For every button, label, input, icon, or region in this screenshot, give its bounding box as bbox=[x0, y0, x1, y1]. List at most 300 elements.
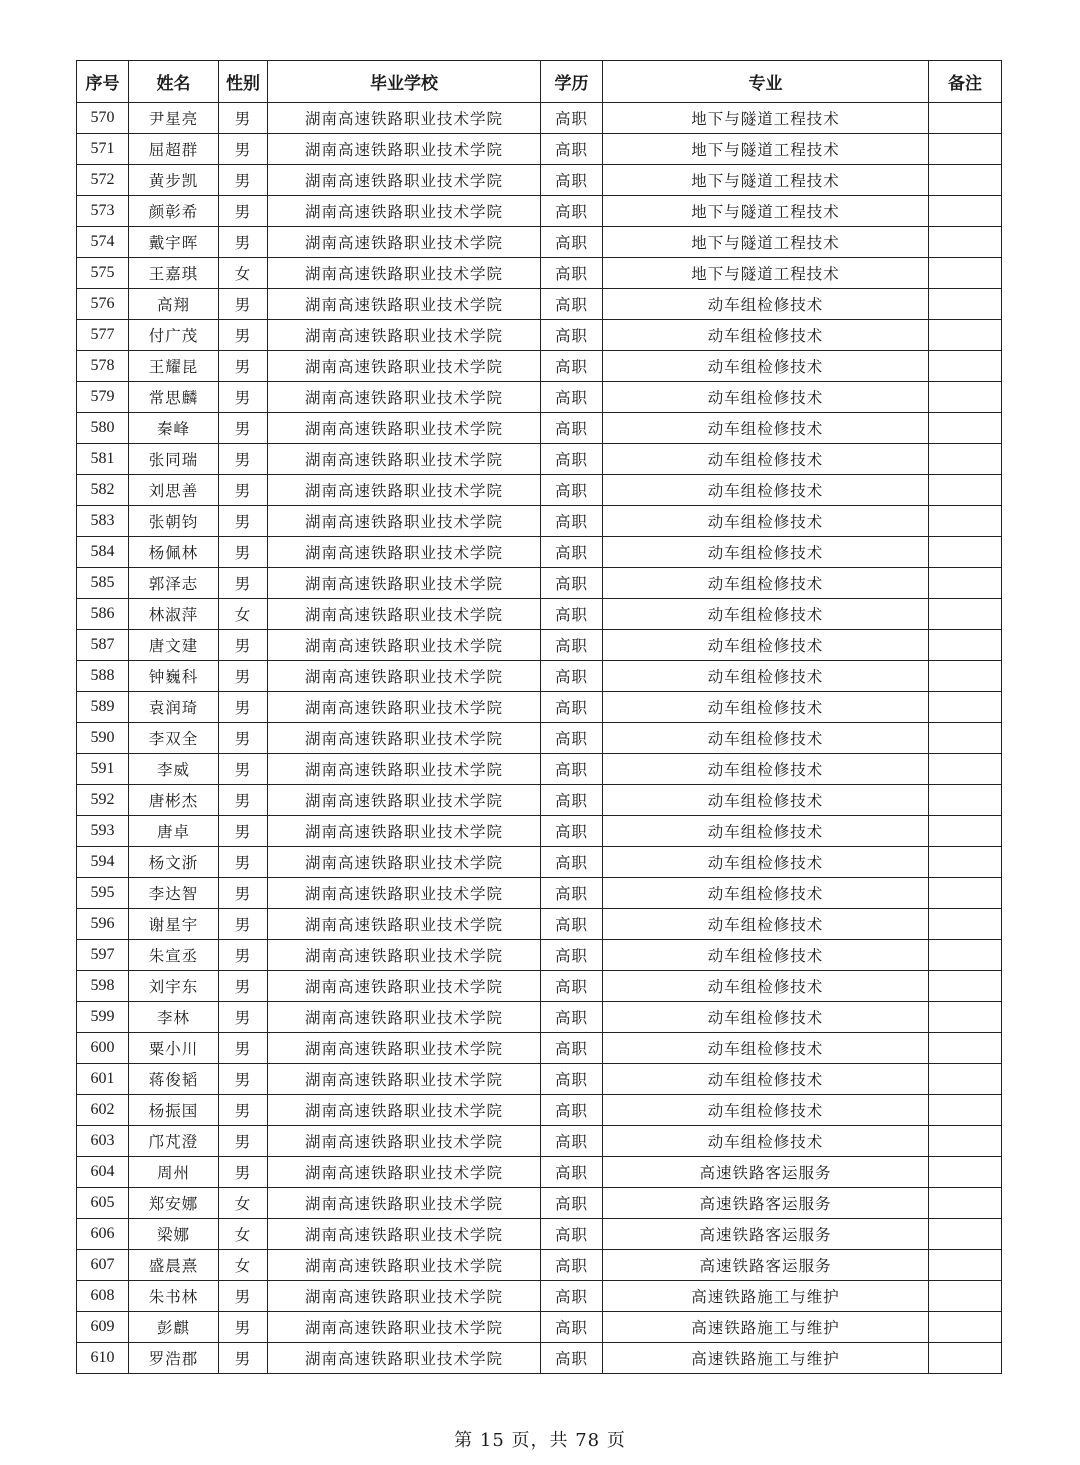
cell-gender: 男 bbox=[219, 506, 268, 537]
table-row bbox=[77, 1281, 1002, 1312]
cell-name: 钟巍科 bbox=[129, 661, 219, 692]
cell-major: 动车组检修技术 bbox=[603, 971, 929, 1002]
cell-school: 湖南高速铁路职业技术学院 bbox=[268, 599, 541, 630]
cell-education: 高职 bbox=[541, 258, 603, 289]
cell-seq-no: 607 bbox=[77, 1250, 129, 1281]
header-row bbox=[77, 61, 1002, 103]
table-row bbox=[77, 630, 1002, 661]
cell-remarks bbox=[929, 816, 1002, 847]
cell-remarks bbox=[929, 196, 1002, 227]
table-row bbox=[77, 847, 1002, 878]
cell-name: 常思麟 bbox=[129, 382, 219, 413]
cell-education: 高职 bbox=[541, 1064, 603, 1095]
cell-education: 高职 bbox=[541, 1033, 603, 1064]
cell-remarks bbox=[929, 413, 1002, 444]
cell-school: 湖南高速铁路职业技术学院 bbox=[268, 537, 541, 568]
table-row bbox=[77, 165, 1002, 196]
cell-seq-no: 603 bbox=[77, 1126, 129, 1157]
cell-remarks bbox=[929, 1064, 1002, 1095]
cell-school: 湖南高速铁路职业技术学院 bbox=[268, 1157, 541, 1188]
cell-major: 动车组检修技术 bbox=[603, 537, 929, 568]
cell-seq-no: 590 bbox=[77, 723, 129, 754]
cell-seq-no: 602 bbox=[77, 1095, 129, 1126]
cell-gender: 男 bbox=[219, 165, 268, 196]
cell-education: 高职 bbox=[541, 568, 603, 599]
cell-education: 高职 bbox=[541, 444, 603, 475]
cell-remarks bbox=[929, 289, 1002, 320]
cell-remarks bbox=[929, 382, 1002, 413]
cell-school: 湖南高速铁路职业技术学院 bbox=[268, 1033, 541, 1064]
cell-education: 高职 bbox=[541, 754, 603, 785]
cell-seq-no: 597 bbox=[77, 940, 129, 971]
cell-school: 湖南高速铁路职业技术学院 bbox=[268, 1219, 541, 1250]
cell-gender: 男 bbox=[219, 382, 268, 413]
cell-name: 朱宣丞 bbox=[129, 940, 219, 971]
cell-name: 戴宇晖 bbox=[129, 227, 219, 258]
cell-gender: 男 bbox=[219, 289, 268, 320]
cell-school: 湖南高速铁路职业技术学院 bbox=[268, 816, 541, 847]
cell-major: 地下与隧道工程技术 bbox=[603, 196, 929, 227]
cell-remarks bbox=[929, 103, 1002, 134]
cell-name: 周州 bbox=[129, 1157, 219, 1188]
table-row bbox=[77, 1157, 1002, 1188]
cell-remarks bbox=[929, 847, 1002, 878]
cell-remarks bbox=[929, 1095, 1002, 1126]
cell-school: 湖南高速铁路职业技术学院 bbox=[268, 165, 541, 196]
cell-major: 动车组检修技术 bbox=[603, 444, 929, 475]
cell-major: 高速铁路施工与维护 bbox=[603, 1343, 929, 1374]
cell-seq-no: 599 bbox=[77, 1002, 129, 1033]
table-row bbox=[77, 1126, 1002, 1157]
table-row bbox=[77, 1095, 1002, 1126]
cell-name: 邝芃澄 bbox=[129, 1126, 219, 1157]
cell-education: 高职 bbox=[541, 1312, 603, 1343]
cell-school: 湖南高速铁路职业技术学院 bbox=[268, 568, 541, 599]
table-row bbox=[77, 444, 1002, 475]
header-major: 专业 bbox=[603, 61, 929, 103]
cell-school: 湖南高速铁路职业技术学院 bbox=[268, 661, 541, 692]
cell-major: 动车组检修技术 bbox=[603, 413, 929, 444]
cell-education: 高职 bbox=[541, 878, 603, 909]
cell-gender: 男 bbox=[219, 444, 268, 475]
cell-major: 动车组检修技术 bbox=[603, 1002, 929, 1033]
cell-school: 湖南高速铁路职业技术学院 bbox=[268, 1188, 541, 1219]
table-row bbox=[77, 382, 1002, 413]
cell-education: 高职 bbox=[541, 692, 603, 723]
cell-school: 湖南高速铁路职业技术学院 bbox=[268, 382, 541, 413]
cell-gender: 男 bbox=[219, 103, 268, 134]
cell-school: 湖南高速铁路职业技术学院 bbox=[268, 971, 541, 1002]
cell-school: 湖南高速铁路职业技术学院 bbox=[268, 320, 541, 351]
cell-education: 高职 bbox=[541, 1250, 603, 1281]
cell-seq-no: 583 bbox=[77, 506, 129, 537]
cell-education: 高职 bbox=[541, 196, 603, 227]
cell-school: 湖南高速铁路职业技术学院 bbox=[268, 847, 541, 878]
cell-major: 动车组检修技术 bbox=[603, 847, 929, 878]
cell-name: 杨振国 bbox=[129, 1095, 219, 1126]
table-row bbox=[77, 134, 1002, 165]
cell-remarks bbox=[929, 475, 1002, 506]
cell-education: 高职 bbox=[541, 475, 603, 506]
cell-remarks bbox=[929, 909, 1002, 940]
cell-school: 湖南高速铁路职业技术学院 bbox=[268, 630, 541, 661]
cell-seq-no: 591 bbox=[77, 754, 129, 785]
cell-name: 王嘉琪 bbox=[129, 258, 219, 289]
cell-education: 高职 bbox=[541, 506, 603, 537]
cell-name: 刘思善 bbox=[129, 475, 219, 506]
cell-school: 湖南高速铁路职业技术学院 bbox=[268, 196, 541, 227]
cell-gender: 男 bbox=[219, 227, 268, 258]
cell-major: 动车组检修技术 bbox=[603, 506, 929, 537]
cell-remarks bbox=[929, 785, 1002, 816]
cell-school: 湖南高速铁路职业技术学院 bbox=[268, 1312, 541, 1343]
cell-seq-no: 578 bbox=[77, 351, 129, 382]
cell-gender: 男 bbox=[219, 568, 268, 599]
cell-major: 高速铁路客运服务 bbox=[603, 1188, 929, 1219]
cell-remarks bbox=[929, 568, 1002, 599]
cell-remarks bbox=[929, 1312, 1002, 1343]
cell-seq-no: 605 bbox=[77, 1188, 129, 1219]
cell-school: 湖南高速铁路职业技术学院 bbox=[268, 878, 541, 909]
cell-gender: 女 bbox=[219, 1188, 268, 1219]
cell-remarks bbox=[929, 320, 1002, 351]
table-row bbox=[77, 1033, 1002, 1064]
cell-name: 黄步凯 bbox=[129, 165, 219, 196]
cell-name: 唐文建 bbox=[129, 630, 219, 661]
cell-education: 高职 bbox=[541, 630, 603, 661]
cell-school: 湖南高速铁路职业技术学院 bbox=[268, 785, 541, 816]
cell-seq-no: 581 bbox=[77, 444, 129, 475]
cell-major: 动车组检修技术 bbox=[603, 1033, 929, 1064]
cell-gender: 女 bbox=[219, 599, 268, 630]
cell-school: 湖南高速铁路职业技术学院 bbox=[268, 1002, 541, 1033]
cell-gender: 男 bbox=[219, 754, 268, 785]
cell-education: 高职 bbox=[541, 723, 603, 754]
table-row bbox=[77, 692, 1002, 723]
cell-seq-no: 574 bbox=[77, 227, 129, 258]
cell-seq-no: 610 bbox=[77, 1343, 129, 1374]
cell-gender: 男 bbox=[219, 1002, 268, 1033]
cell-education: 高职 bbox=[541, 1126, 603, 1157]
roster-table bbox=[76, 60, 1002, 1374]
cell-major: 高速铁路施工与维护 bbox=[603, 1312, 929, 1343]
cell-gender: 男 bbox=[219, 320, 268, 351]
table-row bbox=[77, 1188, 1002, 1219]
cell-major: 动车组检修技术 bbox=[603, 630, 929, 661]
cell-name: 杨佩林 bbox=[129, 537, 219, 568]
cell-education: 高职 bbox=[541, 816, 603, 847]
cell-name: 杨文浙 bbox=[129, 847, 219, 878]
cell-gender: 男 bbox=[219, 1343, 268, 1374]
cell-name: 彭麒 bbox=[129, 1312, 219, 1343]
table-row bbox=[77, 1002, 1002, 1033]
cell-gender: 男 bbox=[219, 1064, 268, 1095]
cell-major: 地下与隧道工程技术 bbox=[603, 227, 929, 258]
cell-education: 高职 bbox=[541, 1343, 603, 1374]
cell-major: 动车组检修技术 bbox=[603, 785, 929, 816]
cell-education: 高职 bbox=[541, 940, 603, 971]
header-school: 毕业学校 bbox=[268, 61, 541, 103]
cell-name: 盛晨熹 bbox=[129, 1250, 219, 1281]
cell-seq-no: 596 bbox=[77, 909, 129, 940]
table-row bbox=[77, 909, 1002, 940]
table-row bbox=[77, 1343, 1002, 1374]
cell-name: 李双全 bbox=[129, 723, 219, 754]
cell-name: 李林 bbox=[129, 1002, 219, 1033]
table-row bbox=[77, 227, 1002, 258]
cell-education: 高职 bbox=[541, 909, 603, 940]
cell-name: 蒋俊韬 bbox=[129, 1064, 219, 1095]
cell-name: 郑安娜 bbox=[129, 1188, 219, 1219]
cell-major: 动车组检修技术 bbox=[603, 878, 929, 909]
table-row bbox=[77, 1250, 1002, 1281]
cell-gender: 男 bbox=[219, 134, 268, 165]
cell-remarks bbox=[929, 1343, 1002, 1374]
cell-education: 高职 bbox=[541, 1219, 603, 1250]
header-seq-no: 序号 bbox=[77, 61, 129, 103]
cell-education: 高职 bbox=[541, 1095, 603, 1126]
cell-gender: 男 bbox=[219, 475, 268, 506]
table-row bbox=[77, 568, 1002, 599]
cell-education: 高职 bbox=[541, 320, 603, 351]
cell-name: 林淑萍 bbox=[129, 599, 219, 630]
cell-remarks bbox=[929, 1126, 1002, 1157]
cell-gender: 男 bbox=[219, 630, 268, 661]
cell-major: 地下与隧道工程技术 bbox=[603, 134, 929, 165]
cell-name: 郭泽志 bbox=[129, 568, 219, 599]
cell-gender: 男 bbox=[219, 1281, 268, 1312]
table-row bbox=[77, 1064, 1002, 1095]
cell-name: 谢星宇 bbox=[129, 909, 219, 940]
table-row bbox=[77, 103, 1002, 134]
cell-remarks bbox=[929, 537, 1002, 568]
cell-name: 秦峰 bbox=[129, 413, 219, 444]
cell-education: 高职 bbox=[541, 661, 603, 692]
cell-gender: 女 bbox=[219, 1219, 268, 1250]
cell-school: 湖南高速铁路职业技术学院 bbox=[268, 351, 541, 382]
cell-gender: 男 bbox=[219, 661, 268, 692]
cell-major: 动车组检修技术 bbox=[603, 816, 929, 847]
cell-school: 湖南高速铁路职业技术学院 bbox=[268, 940, 541, 971]
cell-seq-no: 609 bbox=[77, 1312, 129, 1343]
cell-remarks bbox=[929, 351, 1002, 382]
cell-seq-no: 606 bbox=[77, 1219, 129, 1250]
cell-school: 湖南高速铁路职业技术学院 bbox=[268, 1343, 541, 1374]
cell-school: 湖南高速铁路职业技术学院 bbox=[268, 413, 541, 444]
cell-gender: 男 bbox=[219, 1157, 268, 1188]
cell-school: 湖南高速铁路职业技术学院 bbox=[268, 227, 541, 258]
cell-remarks bbox=[929, 1219, 1002, 1250]
cell-name: 屈超群 bbox=[129, 134, 219, 165]
cell-gender: 男 bbox=[219, 785, 268, 816]
cell-seq-no: 587 bbox=[77, 630, 129, 661]
table-row bbox=[77, 971, 1002, 1002]
cell-seq-no: 604 bbox=[77, 1157, 129, 1188]
cell-education: 高职 bbox=[541, 351, 603, 382]
table-row bbox=[77, 258, 1002, 289]
cell-education: 高职 bbox=[541, 1281, 603, 1312]
header-remarks: 备注 bbox=[929, 61, 1002, 103]
cell-seq-no: 580 bbox=[77, 413, 129, 444]
cell-education: 高职 bbox=[541, 413, 603, 444]
cell-school: 湖南高速铁路职业技术学院 bbox=[268, 1281, 541, 1312]
cell-seq-no: 586 bbox=[77, 599, 129, 630]
cell-major: 动车组检修技术 bbox=[603, 661, 929, 692]
cell-school: 湖南高速铁路职业技术学院 bbox=[268, 506, 541, 537]
cell-seq-no: 588 bbox=[77, 661, 129, 692]
cell-remarks bbox=[929, 661, 1002, 692]
cell-gender: 女 bbox=[219, 258, 268, 289]
cell-name: 付广茂 bbox=[129, 320, 219, 351]
table-row bbox=[77, 816, 1002, 847]
cell-remarks bbox=[929, 723, 1002, 754]
cell-name: 高翔 bbox=[129, 289, 219, 320]
cell-name: 袁润琦 bbox=[129, 692, 219, 723]
cell-gender: 男 bbox=[219, 351, 268, 382]
cell-gender: 男 bbox=[219, 1033, 268, 1064]
cell-major: 动车组检修技术 bbox=[603, 475, 929, 506]
table-body bbox=[77, 103, 1002, 1374]
cell-seq-no: 595 bbox=[77, 878, 129, 909]
header-gender: 性别 bbox=[219, 61, 268, 103]
table-row bbox=[77, 785, 1002, 816]
cell-seq-no: 593 bbox=[77, 816, 129, 847]
cell-major: 高速铁路客运服务 bbox=[603, 1219, 929, 1250]
table-row bbox=[77, 754, 1002, 785]
cell-remarks bbox=[929, 506, 1002, 537]
table-row bbox=[77, 506, 1002, 537]
cell-gender: 男 bbox=[219, 196, 268, 227]
cell-seq-no: 572 bbox=[77, 165, 129, 196]
cell-school: 湖南高速铁路职业技术学院 bbox=[268, 692, 541, 723]
cell-name: 刘宇东 bbox=[129, 971, 219, 1002]
cell-remarks bbox=[929, 971, 1002, 1002]
table-row bbox=[77, 351, 1002, 382]
cell-name: 罗浩郡 bbox=[129, 1343, 219, 1374]
cell-major: 地下与隧道工程技术 bbox=[603, 165, 929, 196]
cell-school: 湖南高速铁路职业技术学院 bbox=[268, 723, 541, 754]
cell-seq-no: 571 bbox=[77, 134, 129, 165]
cell-name: 王耀昆 bbox=[129, 351, 219, 382]
cell-school: 湖南高速铁路职业技术学院 bbox=[268, 754, 541, 785]
cell-major: 地下与隧道工程技术 bbox=[603, 258, 929, 289]
cell-education: 高职 bbox=[541, 289, 603, 320]
cell-major: 动车组检修技术 bbox=[603, 599, 929, 630]
cell-school: 湖南高速铁路职业技术学院 bbox=[268, 289, 541, 320]
cell-school: 湖南高速铁路职业技术学院 bbox=[268, 103, 541, 134]
cell-seq-no: 608 bbox=[77, 1281, 129, 1312]
cell-remarks bbox=[929, 227, 1002, 258]
cell-remarks bbox=[929, 258, 1002, 289]
cell-education: 高职 bbox=[541, 599, 603, 630]
cell-seq-no: 570 bbox=[77, 103, 129, 134]
cell-major: 动车组检修技术 bbox=[603, 1095, 929, 1126]
cell-major: 动车组检修技术 bbox=[603, 351, 929, 382]
cell-name: 粟小川 bbox=[129, 1033, 219, 1064]
cell-remarks bbox=[929, 630, 1002, 661]
cell-name: 李威 bbox=[129, 754, 219, 785]
cell-education: 高职 bbox=[541, 537, 603, 568]
cell-major: 动车组检修技术 bbox=[603, 382, 929, 413]
cell-major: 动车组检修技术 bbox=[603, 940, 929, 971]
cell-major: 动车组检修技术 bbox=[603, 1064, 929, 1095]
cell-gender: 男 bbox=[219, 692, 268, 723]
cell-name: 尹星亮 bbox=[129, 103, 219, 134]
cell-name: 梁娜 bbox=[129, 1219, 219, 1250]
cell-remarks bbox=[929, 940, 1002, 971]
cell-education: 高职 bbox=[541, 227, 603, 258]
cell-seq-no: 577 bbox=[77, 320, 129, 351]
cell-gender: 男 bbox=[219, 1126, 268, 1157]
cell-school: 湖南高速铁路职业技术学院 bbox=[268, 134, 541, 165]
cell-gender: 女 bbox=[219, 1250, 268, 1281]
header-education: 学历 bbox=[541, 61, 603, 103]
cell-education: 高职 bbox=[541, 847, 603, 878]
cell-name: 朱书林 bbox=[129, 1281, 219, 1312]
cell-seq-no: 584 bbox=[77, 537, 129, 568]
cell-seq-no: 589 bbox=[77, 692, 129, 723]
cell-education: 高职 bbox=[541, 785, 603, 816]
table-row bbox=[77, 475, 1002, 506]
cell-gender: 男 bbox=[219, 1095, 268, 1126]
cell-remarks bbox=[929, 1033, 1002, 1064]
cell-gender: 男 bbox=[219, 909, 268, 940]
cell-school: 湖南高速铁路职业技术学院 bbox=[268, 1126, 541, 1157]
cell-major: 动车组检修技术 bbox=[603, 754, 929, 785]
cell-school: 湖南高速铁路职业技术学院 bbox=[268, 1250, 541, 1281]
cell-gender: 男 bbox=[219, 878, 268, 909]
cell-major: 动车组检修技术 bbox=[603, 320, 929, 351]
cell-major: 动车组检修技术 bbox=[603, 692, 929, 723]
cell-seq-no: 600 bbox=[77, 1033, 129, 1064]
cell-gender: 男 bbox=[219, 971, 268, 1002]
cell-major: 地下与隧道工程技术 bbox=[603, 103, 929, 134]
table-row bbox=[77, 723, 1002, 754]
table-row bbox=[77, 320, 1002, 351]
cell-major: 高速铁路施工与维护 bbox=[603, 1281, 929, 1312]
cell-major: 高速铁路客运服务 bbox=[603, 1157, 929, 1188]
cell-education: 高职 bbox=[541, 103, 603, 134]
table-row bbox=[77, 413, 1002, 444]
header-name: 姓名 bbox=[129, 61, 219, 103]
cell-name: 唐彬杰 bbox=[129, 785, 219, 816]
cell-remarks bbox=[929, 1157, 1002, 1188]
cell-school: 湖南高速铁路职业技术学院 bbox=[268, 1064, 541, 1095]
cell-remarks bbox=[929, 599, 1002, 630]
cell-education: 高职 bbox=[541, 1188, 603, 1219]
cell-name: 颜彰希 bbox=[129, 196, 219, 227]
cell-seq-no: 594 bbox=[77, 847, 129, 878]
cell-seq-no: 585 bbox=[77, 568, 129, 599]
cell-remarks bbox=[929, 754, 1002, 785]
cell-name: 张朝钧 bbox=[129, 506, 219, 537]
page-number-footer: 第 15 页，共 78 页 bbox=[454, 1430, 626, 1451]
cell-education: 高职 bbox=[541, 1002, 603, 1033]
cell-seq-no: 601 bbox=[77, 1064, 129, 1095]
cell-major: 动车组检修技术 bbox=[603, 568, 929, 599]
cell-school: 湖南高速铁路职业技术学院 bbox=[268, 258, 541, 289]
cell-seq-no: 575 bbox=[77, 258, 129, 289]
cell-major: 动车组检修技术 bbox=[603, 909, 929, 940]
cell-major: 高速铁路客运服务 bbox=[603, 1250, 929, 1281]
cell-remarks bbox=[929, 134, 1002, 165]
cell-remarks bbox=[929, 1002, 1002, 1033]
cell-name: 李达智 bbox=[129, 878, 219, 909]
table-row bbox=[77, 661, 1002, 692]
cell-seq-no: 598 bbox=[77, 971, 129, 1002]
cell-school: 湖南高速铁路职业技术学院 bbox=[268, 444, 541, 475]
cell-gender: 男 bbox=[219, 413, 268, 444]
